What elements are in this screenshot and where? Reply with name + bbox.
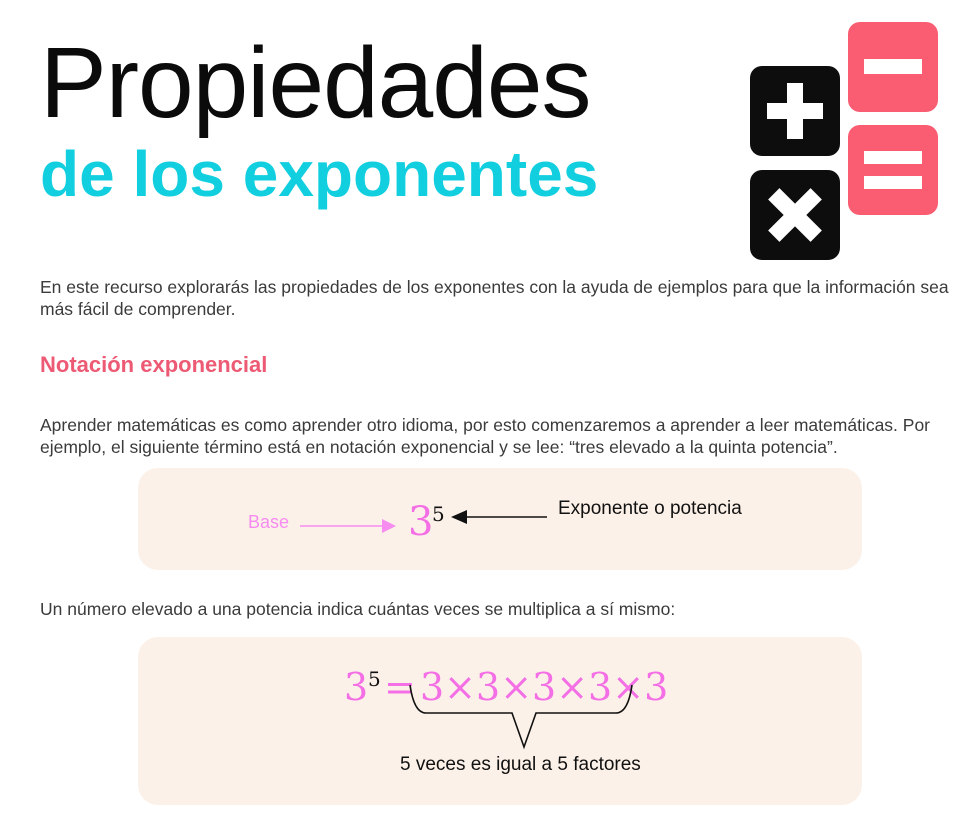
exponent-arrow	[451, 507, 547, 527]
expansion-base: 3	[344, 665, 369, 709]
times-icon	[750, 170, 840, 260]
power-exponent: 5	[432, 502, 445, 526]
minus-icon	[848, 22, 938, 112]
expansion-example-box	[138, 637, 862, 805]
plus-icon	[750, 66, 840, 156]
section-heading: Notación exponencial	[40, 352, 268, 377]
equals-icon	[848, 125, 938, 215]
equals-sign: =	[384, 665, 416, 709]
page-subtitle: de los exponentes	[40, 138, 599, 210]
page-title: Propiedades	[40, 27, 591, 139]
section-paragraph: Aprender matemáticas es como aprender otro idioma, por esto comenzaremos a aprender a leer matemáticas. Por ejemplo, el siguiente término está en notación exponencial y se lee: “tres elevado a la quinta potencia”.	[40, 415, 931, 457]
base-label: Base	[248, 512, 290, 532]
expansion-exponent: 5	[368, 667, 381, 691]
intro-paragraph: En este recurso explorarás las propiedades de los exponentes con la ayuda de ejemplos para que la información sea más fácil de comprender.	[40, 277, 949, 319]
notation-example-box	[138, 468, 862, 570]
factor-brace	[408, 683, 634, 751]
base-arrow	[300, 516, 398, 536]
multiplication-paragraph: Un número elevado a una potencia indica cuántas veces se multiplica a sí mismo:	[40, 599, 676, 619]
factor-product: 3×3×3×3×3	[420, 665, 669, 709]
factor-caption: 5 veces es igual a 5 factores	[400, 754, 641, 775]
power-base: 3	[408, 499, 434, 545]
exponent-label: Exponente o potencia	[558, 498, 742, 519]
